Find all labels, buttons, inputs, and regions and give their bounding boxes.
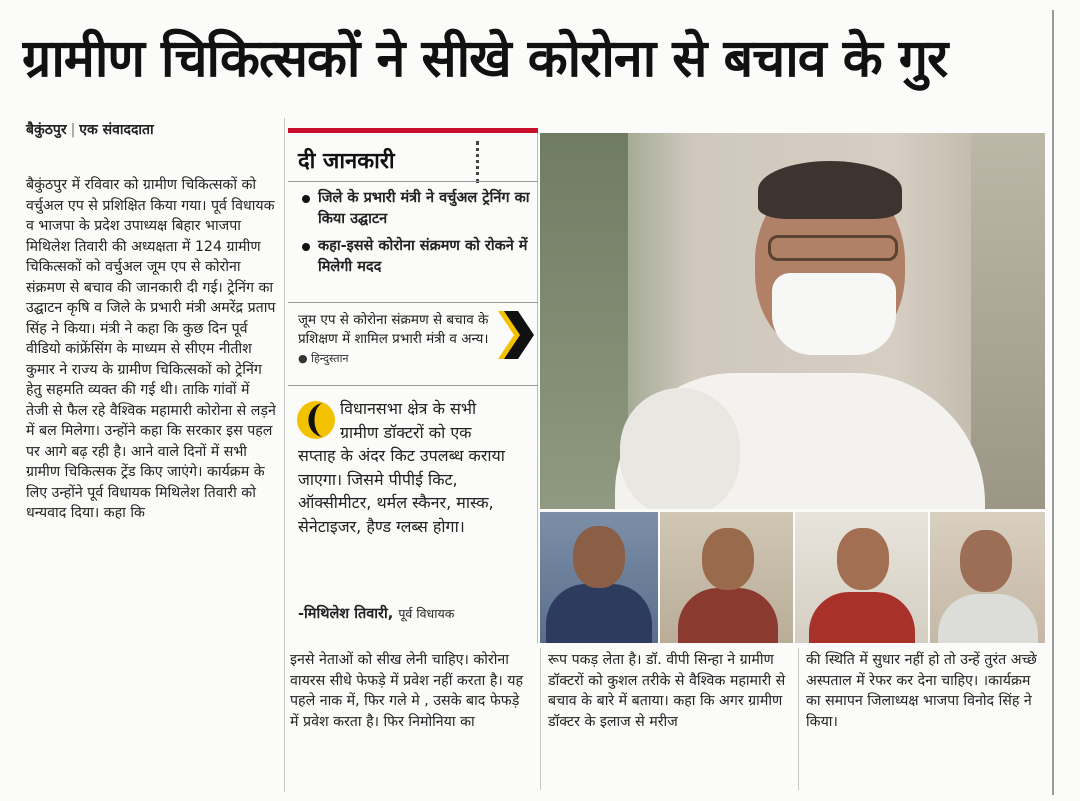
photo-credit: ● हिन्दुस्तान bbox=[298, 352, 349, 365]
photo-person-arm bbox=[620, 388, 740, 509]
column-divider bbox=[798, 648, 799, 790]
article-column-1: बैकुंठपुर में रविवार को ग्रामीण चिकित्सकों को वर्चुअल एप से प्रशिक्षित किया गया। पूर्व विधायक व भाजपा के प्रदेश उपाध्यक्ष बिहार भाजपा मिथिलेश तिवारी की अध्यक्षता में 124 ग्रामीण चिकित्सकों को वर्चुअल जूम एप से कोरोना संक्रमण से बचाव की जानकारी दी गई। ट्रेनिंग का उद्घाटन कृषि व जिले के प्रभारी मंत्री अमरेंद्र प्रताप सिंह ने किया। मंत्री ने कहा कि कुछ दिन पूर्व वीडियो कांफ्रेंसिंग के माध्यम से सीएम नीतीश कुमार ने राज्य के ग्रामीण चिकित्सकों को ट्रेनिंग हेतु सहमति व्यक्त की गई थी। ताकि गांवों में तेजी से फैल रहे वैश्विक महामारी कोरोना से लड़ने में बल मिलेगा। उन्होंने कहा कि सरकार इस पहल पर आगे बढ़ रही है। आने वाले दिनों में सभी ग्रामीण चिकित्सक ट्रेंड किए जाएंगे। कार्यक्रम के लिए उन्होंने पूर्व विधायक मिथिलेश तिवारी को धन्यवाद दिया। कहा कि bbox=[26, 177, 276, 521]
video-thumbnail bbox=[795, 512, 928, 643]
video-thumbnail bbox=[540, 512, 658, 643]
article-column-2: इनसे नेताओं को सीख लेनी चाहिए। कोरोना वायरस सीधे फेफड़े में प्रवेश नहीं करता है। यह पहले नाक में, फिर गले मे , उसके बाद फेफड़े में प्रवेश करता है। फिर निमोनिया का bbox=[290, 652, 524, 730]
byline-reporter: एक संवाददाता bbox=[79, 122, 154, 138]
video-thumbnail bbox=[930, 512, 1045, 643]
column-divider bbox=[284, 118, 285, 792]
photo-caption bbox=[298, 311, 498, 368]
dotted-divider bbox=[476, 141, 479, 183]
photo-person-mask bbox=[772, 273, 896, 355]
byline-place: बैकुंठपुर bbox=[26, 122, 67, 138]
video-call-thumbnails bbox=[540, 512, 1045, 643]
infobox bbox=[288, 133, 538, 643]
quote-author-role: पूर्व विधायक bbox=[398, 606, 455, 621]
photo-person-glasses bbox=[768, 235, 898, 261]
main-photo bbox=[540, 133, 1045, 509]
byline-separator: | bbox=[70, 122, 76, 138]
infobox-bullet: कहा-इससे कोरोना संक्रमण को रोकने में मिलेगी मदद bbox=[298, 236, 532, 278]
pull-quote-line: विधानसभा क्षेत्र के सभी bbox=[340, 399, 477, 418]
column-divider bbox=[540, 648, 541, 790]
quote-divider bbox=[288, 385, 538, 386]
article-column-3: रूप पकड़ लेता है। डॉ. वीपी सिन्हा ने ग्रामीण डॉक्टरों को कुशल तरीके से वैश्विक महामारी से बचाव के बारे में बताया। कहा कि अगर ग्रामीण डॉक्टर के इलाज से मरीज bbox=[548, 652, 786, 730]
infobox-title: दी जानकारी bbox=[298, 149, 395, 174]
infobox-bullet: जिले के प्रभारी मंत्री ने वर्चुअल ट्रेनिंग का किया उद्घाटन bbox=[298, 188, 532, 230]
quote-author: -मिथिलेश तिवारी, bbox=[298, 606, 394, 622]
photo-person-hair bbox=[758, 161, 902, 219]
infobox-bullet-list bbox=[288, 181, 538, 303]
photo-background bbox=[971, 133, 1045, 509]
page-edge-rule bbox=[1052, 10, 1054, 795]
byline bbox=[26, 120, 276, 139]
chevron-right-icon bbox=[494, 309, 534, 361]
quote-attribution bbox=[298, 603, 538, 623]
video-thumbnail bbox=[660, 512, 793, 643]
photo-background bbox=[540, 133, 628, 509]
pull-quote-body: सप्ताह के अंदर किट उपलब्ध कराया जाएगा। जिसमे पीपीई किट, ऑक्सीमीटर, थर्मल स्कैनर, मास्क, सेनेटाइजर, हैण्ड ग्लब्स होगा। bbox=[298, 446, 505, 536]
photo-caption-text: जूम एप से कोरोना संक्रमण से बचाव के प्रशिक्षण में शामिल प्रभारी मंत्री व अन्य। bbox=[298, 312, 489, 347]
headline: ग्रामीण चिकित्सकों ने सीखे कोरोना से बचाव के गुर bbox=[22, 29, 948, 89]
article-column-4: की स्थिति में सुधार नहीं हो तो उन्हें तुरंत अच्छे अस्पताल में रेफर कर देना चाहिए। ।कार्यक्रम का समापन जिलाध्यक्ष भाजपा विनोद सिंह ने किया। bbox=[806, 652, 1037, 730]
pull-quote-line: ग्रामीण डॉक्टरों को एक bbox=[340, 422, 472, 442]
pull-quote bbox=[298, 397, 534, 538]
